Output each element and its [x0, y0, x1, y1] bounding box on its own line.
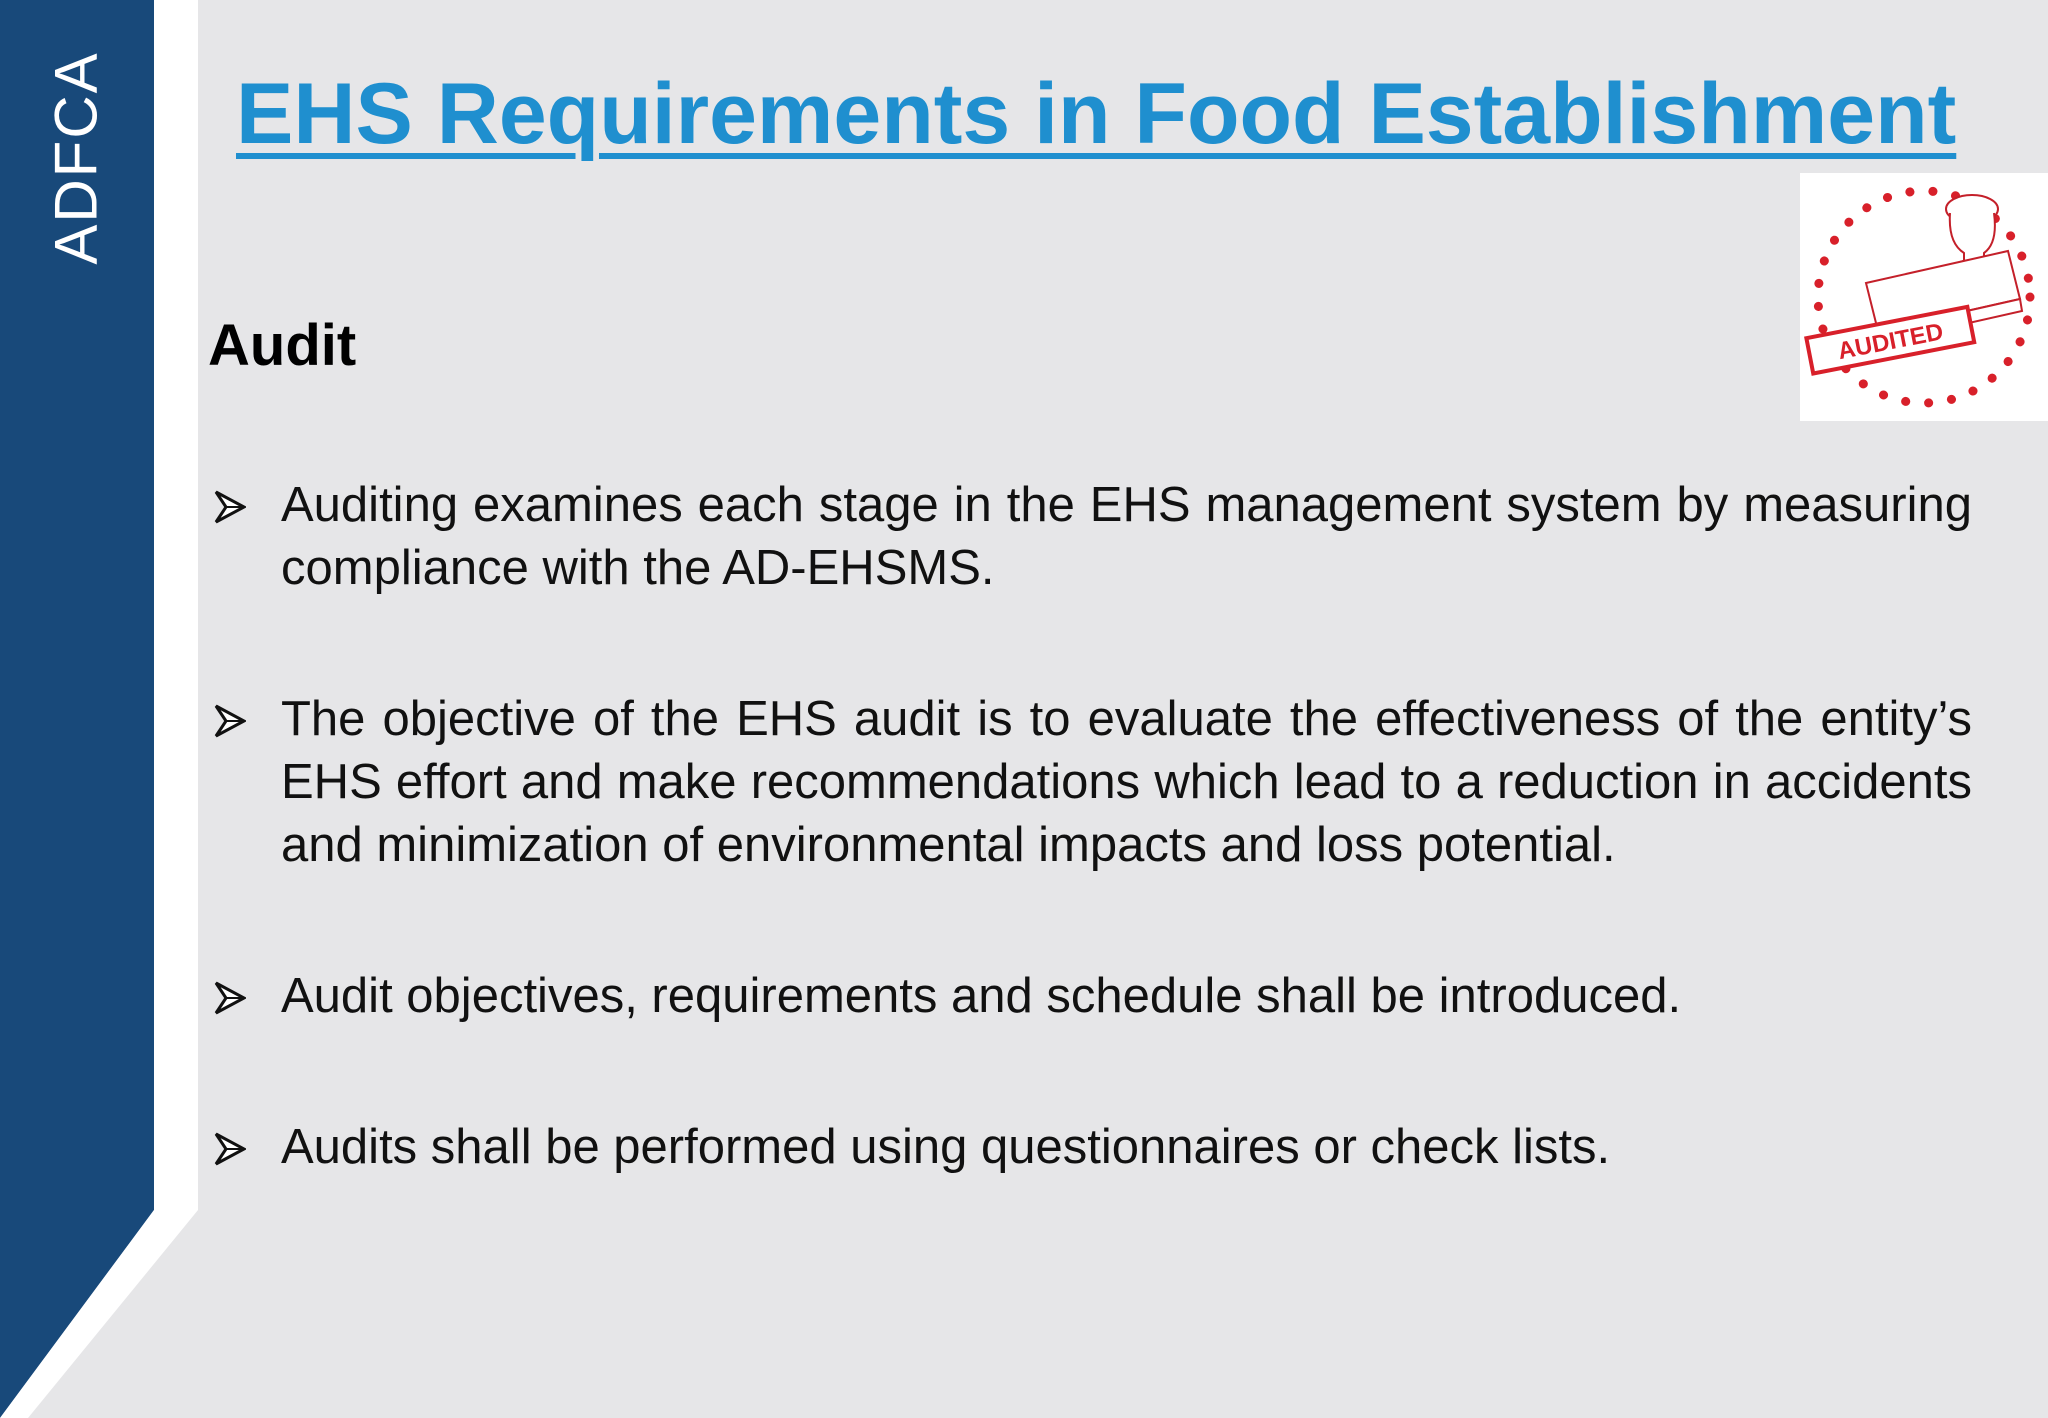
arrowhead-bullet-icon [214, 704, 246, 738]
arrowhead-bullet-icon [214, 981, 246, 1015]
bullet-text: Audits shall be performed using questionnaires or check lists. [281, 1120, 1611, 1174]
stamp-label: AUDITED [1835, 318, 1946, 366]
arrowhead-bullet-icon [214, 490, 246, 524]
audited-stamp-image [1800, 173, 2048, 421]
page-title: EHS Requirements in Food Establishment [236, 66, 1957, 162]
bullet-text: Auditing examines each stage in the EHS management system by measuring compliance with the AD-EHSMS. [281, 478, 1972, 595]
bullet-item [208, 965, 1972, 1028]
bullet-text: The objective of the EHS audit is to evaluate the effectiveness of the entity’s EHS effort and make recommendations which lead to a reduction in accidents and minimization of environmental impacts and loss potential. [281, 692, 1972, 872]
bullet-item [208, 688, 1972, 877]
bullet-item [208, 1116, 1972, 1179]
brand-logo-text: ADFCA [42, 51, 110, 265]
bullet-item [208, 474, 1972, 600]
arrowhead-bullet-icon [214, 1132, 246, 1166]
bullet-list [208, 474, 1972, 1179]
section-heading: Audit [208, 313, 357, 378]
bullet-text: Audit objectives, requirements and schedule shall be introduced. [281, 969, 1682, 1023]
audited-stamp-icon [1800, 173, 2048, 421]
